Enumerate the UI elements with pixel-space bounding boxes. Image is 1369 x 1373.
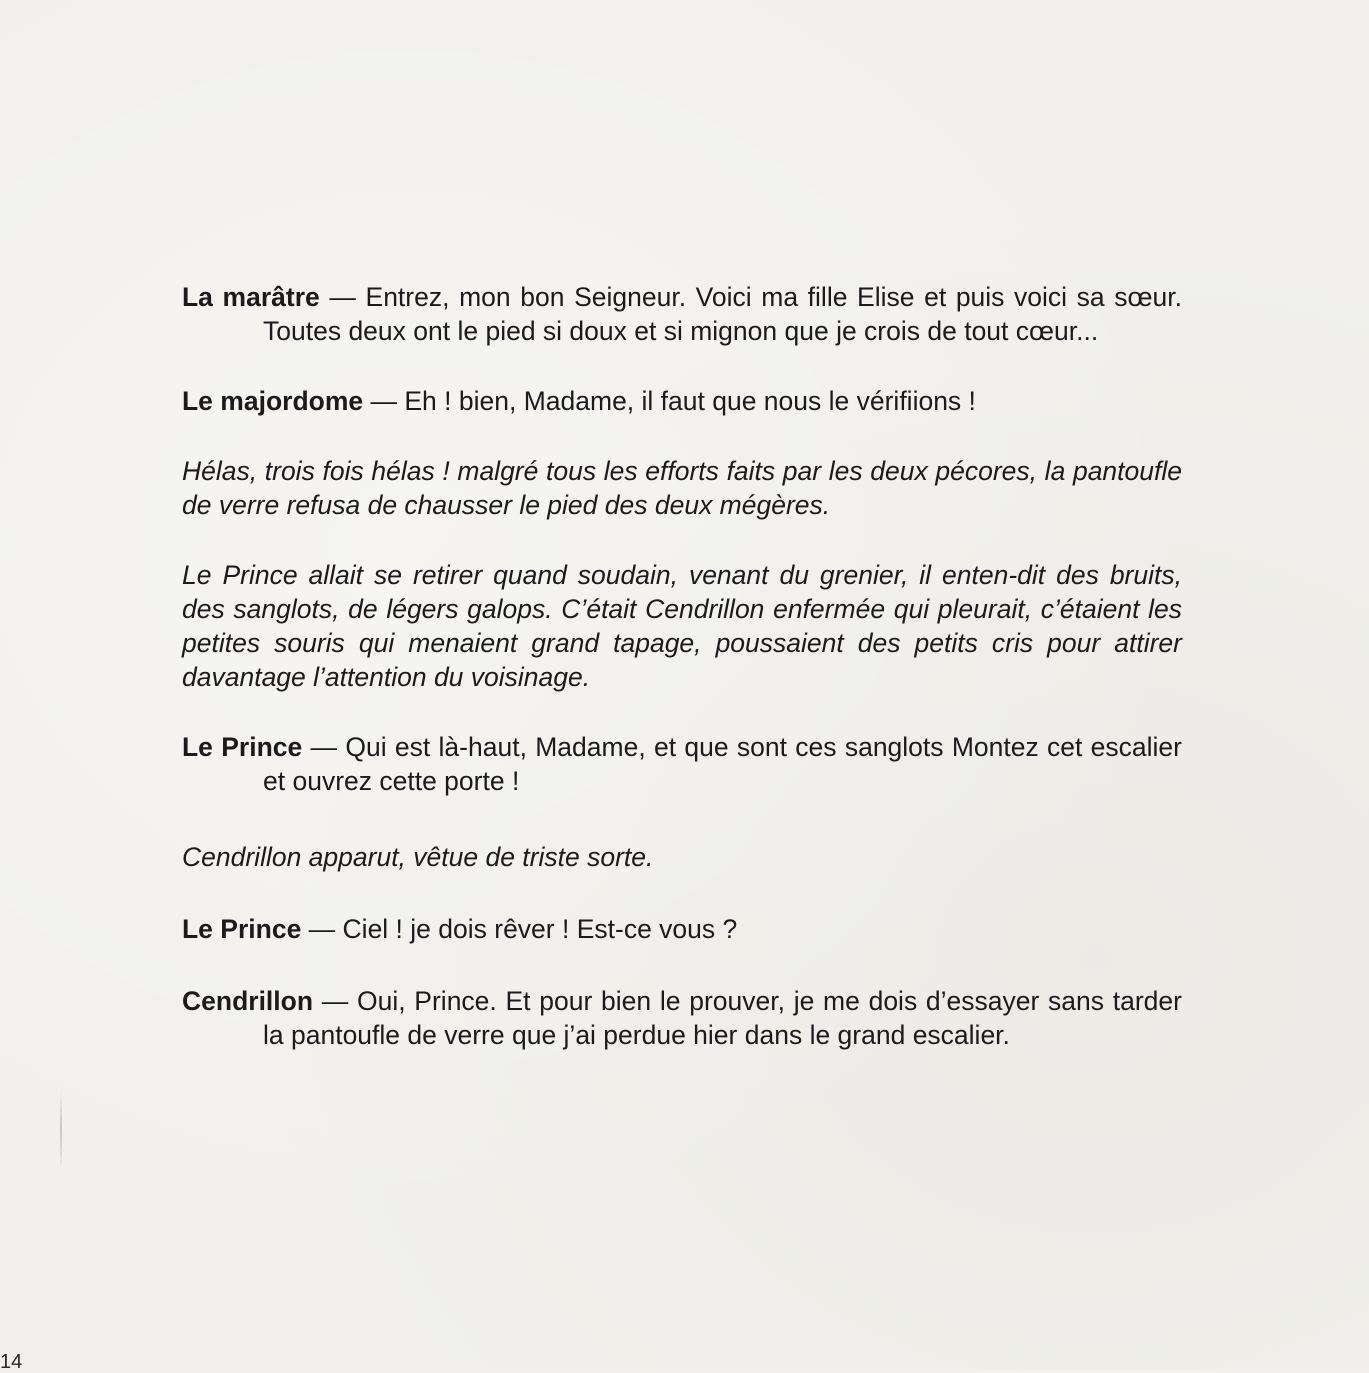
page-number: 14: [0, 1351, 23, 1373]
speech-dash: —: [313, 986, 357, 1016]
narration-paragraph: Cendrillon apparut, vêtue de triste sorte.: [182, 842, 654, 872]
speech-dash: —: [301, 914, 343, 944]
speech-dash: —: [319, 282, 366, 312]
dialogue-text-block: [182, 280, 1182, 1052]
speech-dash: —: [363, 386, 405, 416]
speaker-name: Cendrillon: [182, 986, 314, 1016]
speech-text: Ciel ! je dois rêver ! Est-ce vous ?: [342, 914, 738, 944]
speaker-name: Le Prince: [182, 732, 303, 762]
narration-paragraph: Le Prince allait se retirer quand soudain, venant du grenier, il enten-dit des bruits, des sanglots, de légers galops. C’était Cendrillon enfermée qui pleurait, c’étaient les petites souris qui menaient grand tapage, poussaient des petits cris pour attirer davantage l’attention du voisinage.: [182, 560, 1182, 692]
speech-prince: [182, 912, 1182, 946]
speech-text: Qui est là-haut, Madame, et que sont ces sanglots Montez cet escalier et ouvrez cette porte !: [263, 732, 1182, 796]
scan-artifact-line: [60, 1090, 62, 1170]
speaker-name: Le Prince: [182, 914, 302, 944]
speech-cendrillon: [182, 984, 1182, 1052]
speaker-name: Le majordome: [182, 386, 364, 416]
speech-majordome: [182, 384, 1182, 418]
speech-dash: —: [302, 732, 346, 762]
speech-text: Eh ! bien, Madame, il faut que nous le vérifiions !: [404, 386, 976, 416]
narration-paragraph: Hélas, trois fois hélas ! malgré tous les efforts faits par les deux pécores, la pantoufle de verre refusa de chausser le pied des deux mégères.: [182, 456, 1182, 520]
speech-text: Oui, Prince. Et pour bien le prouver, je me dois d’essayer sans tarder la pantoufle de verre que j’ai perdue hier dans le grand escalier.: [263, 986, 1182, 1050]
speech-maratre: [182, 280, 1182, 348]
speech-prince: [182, 730, 1182, 798]
speech-text: Entrez, mon bon Seigneur. Voici ma fille Elise et puis voici sa sœur. Toutes deux ont le pied si doux et si mignon que je crois de tout cœur...: [263, 282, 1183, 346]
speaker-name: La marâtre: [182, 282, 320, 312]
